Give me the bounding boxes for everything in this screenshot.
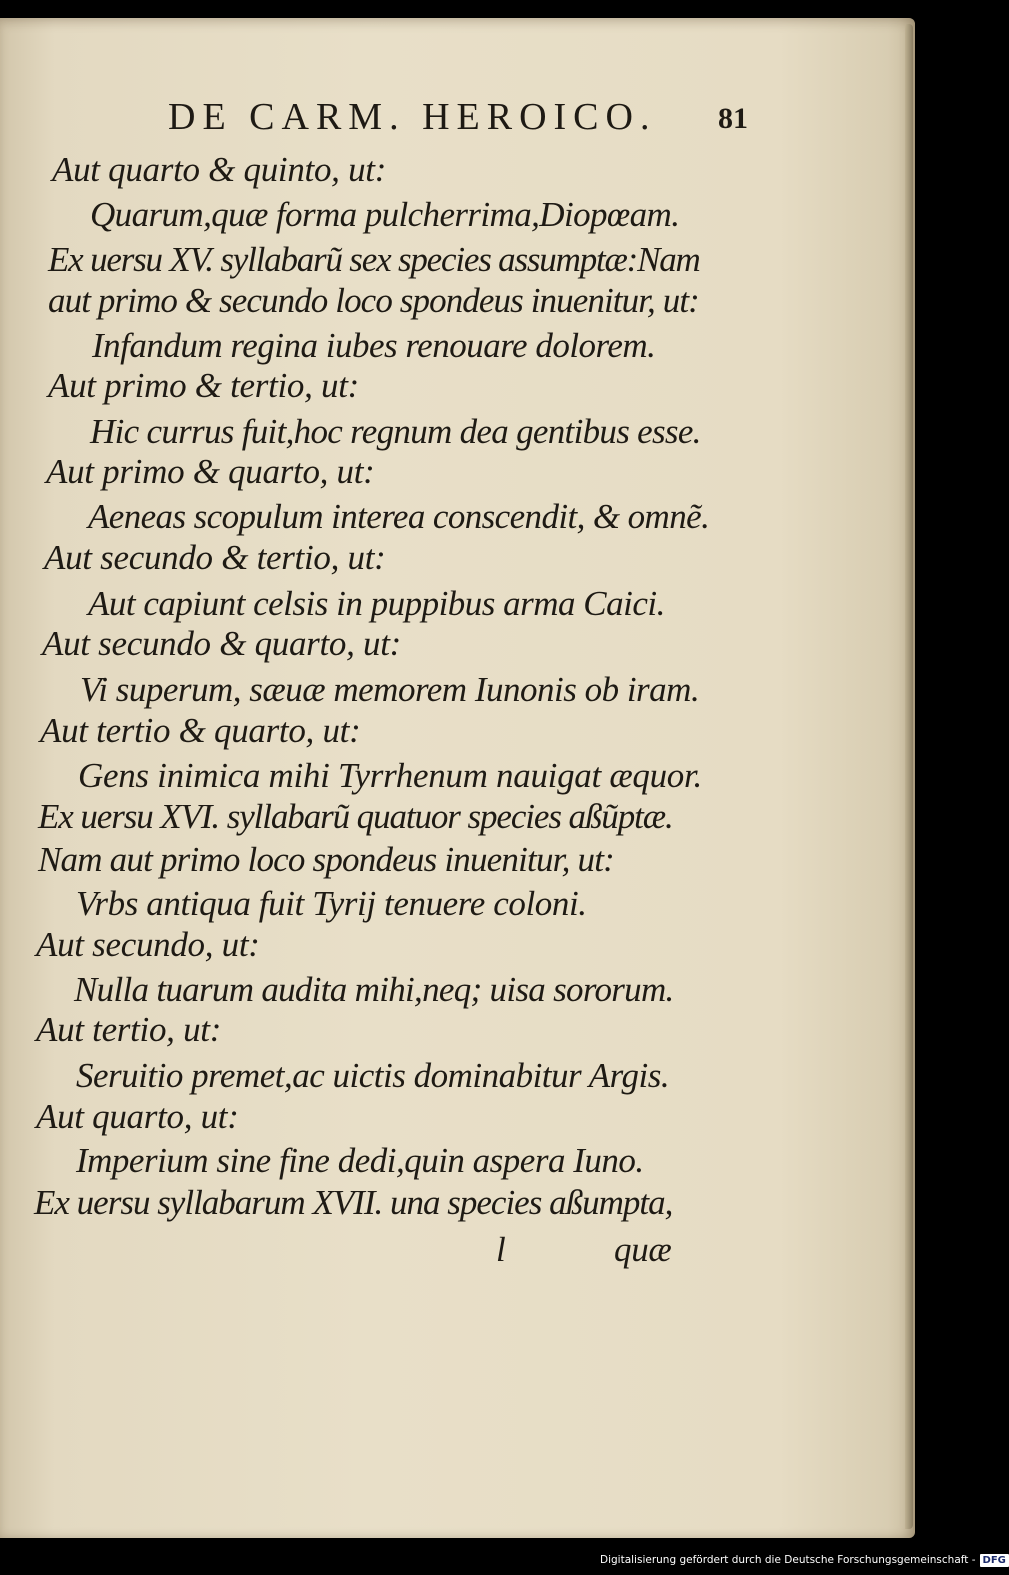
text-line: Aut tertio & quarto, ut: [40,711,361,750]
text-line: Vi superum, sæuæ memorem Iunonis ob iram. [80,670,700,709]
text-line: Aut secundo & tertio, ut: [44,538,386,577]
text-line: Aut capiunt celsis in puppibus arma Caici. [88,584,665,623]
text-line: Aut tertio, ut: [36,1010,222,1049]
text-line: Gens inimica mihi Tyrrhenum nauigat æquor. [78,756,702,795]
text-line: Ex uersu syllabarum XVII. una species aßumpta, [34,1183,673,1222]
text-line: Aut quarto & quinto, ut: [52,150,387,189]
text-line: Nulla tuarum audita mihi,neq; uisa sororum. [74,970,674,1009]
text-line: Imperium sine fine dedi,quin aspera Iuno. [76,1141,644,1180]
dfg-logo: DFG [980,1554,1009,1567]
text-line: Aut secundo, ut: [36,925,260,964]
catchword: quæ [614,1230,672,1269]
text-line: Aut secundo & quarto, ut: [42,624,401,663]
text-line: Ex uersu XVI. syllabarũ quatuor species aßũptæ. [38,797,673,836]
text-line: Quarum,quæ forma pulcherrima,Diopœam. [90,195,680,234]
text-line: Seruitio premet,ac uictis dominabitur Argis. [76,1056,670,1095]
text-line: Aeneas scopulum interea conscendit, & omnẽ. [88,497,710,536]
page-number: 81 [718,102,748,135]
text-line: Hic currus fuit,hoc regnum dea gentibus esse. [90,412,701,451]
digitization-credit [600,1551,1009,1569]
text-line: Aut quarto, ut: [36,1097,239,1136]
credit-text: Digitalisierung gefördert durch die Deutsche Forschungsgemeinschaft - [600,1554,976,1566]
signature-mark: l [496,1230,506,1269]
text-line: Nam aut primo loco spondeus inuenitur, ut: [38,840,614,879]
text-line: Vrbs antiqua fuit Tyrij tenuere coloni. [76,884,587,923]
running-head: DE CARM. HEROICO. [168,96,657,138]
text-line: Aut primo & tertio, ut: [48,366,360,405]
text-line: aut primo & secundo loco spondeus inuenitur, ut: [48,281,699,320]
text-line: Infandum regina iubes renouare dolorem. [92,326,656,365]
text-line: Ex uersu XV. syllabarũ sex species assumptæ:Nam [48,240,700,279]
page-edge [905,24,913,1529]
text-line: Aut primo & quarto, ut: [46,452,375,491]
